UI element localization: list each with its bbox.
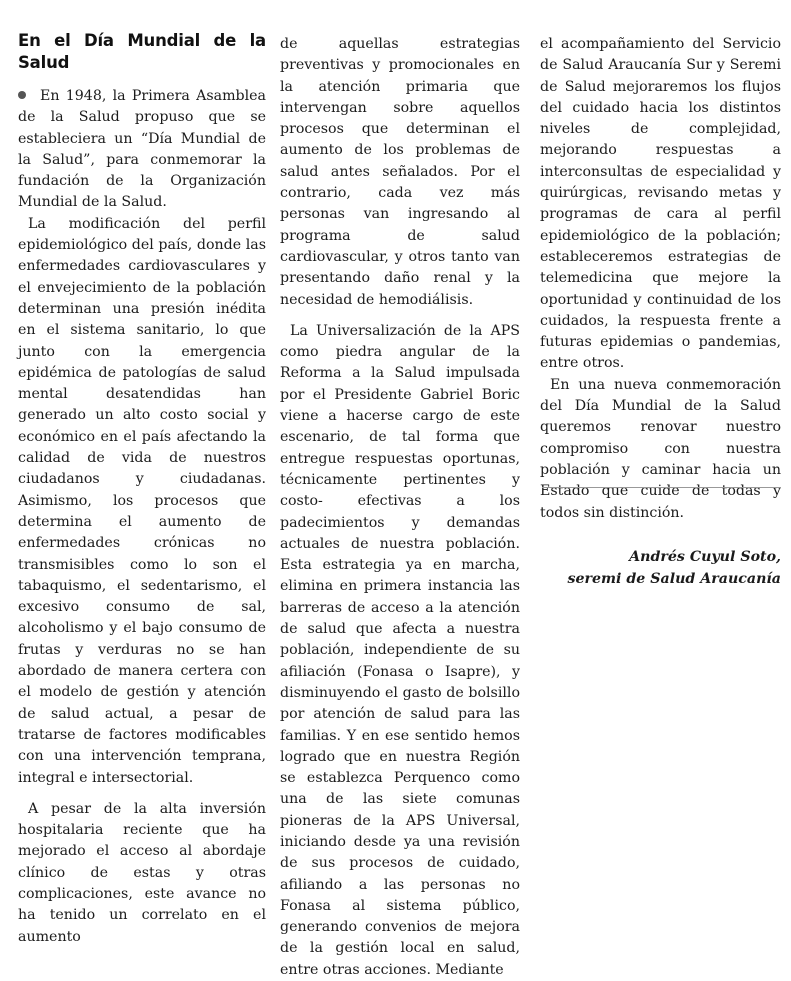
paragraph: La Universalización de la APS como piedra angular de la Reforma a la Salud impulsada por el Presidente Gabriel Boric viene a hacerse cargo de este escenario, de tal forma que entregue respuestas oportunas, técnicamente pertinentes y costo- efectivas a los padecimientos y demandas actuales de nuestra población. Esta estrategia ya en marcha, elimina en primera instancia las barreras de acceso a la atención de salud que afecta a nuestra población, independiente de su afiliación (Fonasa o Isapre), y disminuyendo el gasto de bolsillo por atención de salud para las familias. Y en ese sentido hemos logrado que en nuestra Región se establezca Perquenco como una de las siete comunas pioneras de la APS Universal, iniciando desde ya una revisión de sus procesos de cuidado, afiliando a las personas no Fonasa al sistema público, generando convenios de mejora de la gestión local en salud, entre otras acciones. Mediante: [280, 322, 520, 978]
bullet-icon: [18, 91, 26, 99]
article-title: En el Día Mundial de la Salud: [18, 31, 266, 72]
divider: [542, 487, 781, 488]
author-name: Andrés Cuyul Soto,: [629, 548, 781, 565]
column-1: [18, 30, 266, 948]
paragraph: La modificación del perfil epidemiológico del país, donde las enfermedades cardiovasculares y el envejecimiento de la población determinan una presión inédita en el sistema sanitario, lo que junto con la emergencia epidémica de patologías de salud mental desatendidas han generado un alto costo social y económico en el país afectando la calidad de vida de nuestros ciudadanos y ciudadanas. Asimismo, los procesos que determina el aumento de enfermedades crónicas no transmisibles como lo son el tabaquismo, el sedentarismo, el excesivo consumo de sal, alcoholismo y el bajo consumo de frutas y verduras no se han abordado de manera certera con el modelo de gestión y atención de salud actual, a pesar de tratarse de factores modificables con una intervención temprana, integral e intersectorial.: [18, 215, 266, 786]
paragraph: el acompañamiento del Servicio de Salud Araucanía Sur y Seremi de Salud mejoraremos los flujos del cuidado hacia los distintos niveles de complejidad, mejorando respuestas a interconsultas de especialidad y quirúrgicas, revisando metas y programas de cara al perfil epidemiológico de la población; estableceremos estrategias de telemedicina que mejore la oportunidad y continuidad de los cuidados, la respuesta frente a futuras epidemias o pandemias, entre otros.: [540, 36, 781, 372]
paragraph: A pesar de la alta inversión hospitalaria reciente que ha mejorado el acceso al abordaje clínico de estas y otras complicaciones, este avance no ha tenido un correlato en el aumento: [18, 800, 266, 945]
column-3: [540, 34, 781, 590]
paragraph: En una nueva conmemoración del Día Mundial de la Salud queremos renovar nuestro compromiso con nuestra población y caminar hacia un Estado que cuide de todas y todos sin distinción.: [540, 376, 781, 521]
column-2: [280, 34, 520, 981]
paragraph: de aquellas estrategias preventivas y promocionales en la atención primaria que intervengan sobre aquellos procesos que determinan el aumento de los problemas de salud antes señalados. Por el contrario, cada vez más personas van ingresando al programa de salud cardiovascular, y otros tanto van presentando daño renal y la necesidad de hemodiálisis.: [280, 36, 520, 308]
paragraph: [18, 86, 266, 214]
author-role: seremi de Salud Araucanía: [567, 570, 781, 587]
paragraph-text: En 1948, la Primera Asamblea de la Salud propuso que se estableciera un “Día Mundial de la Salud”, para conmemorar la fundación de la Organización Mundial de la Salud.: [18, 88, 266, 211]
signature: [540, 546, 781, 590]
